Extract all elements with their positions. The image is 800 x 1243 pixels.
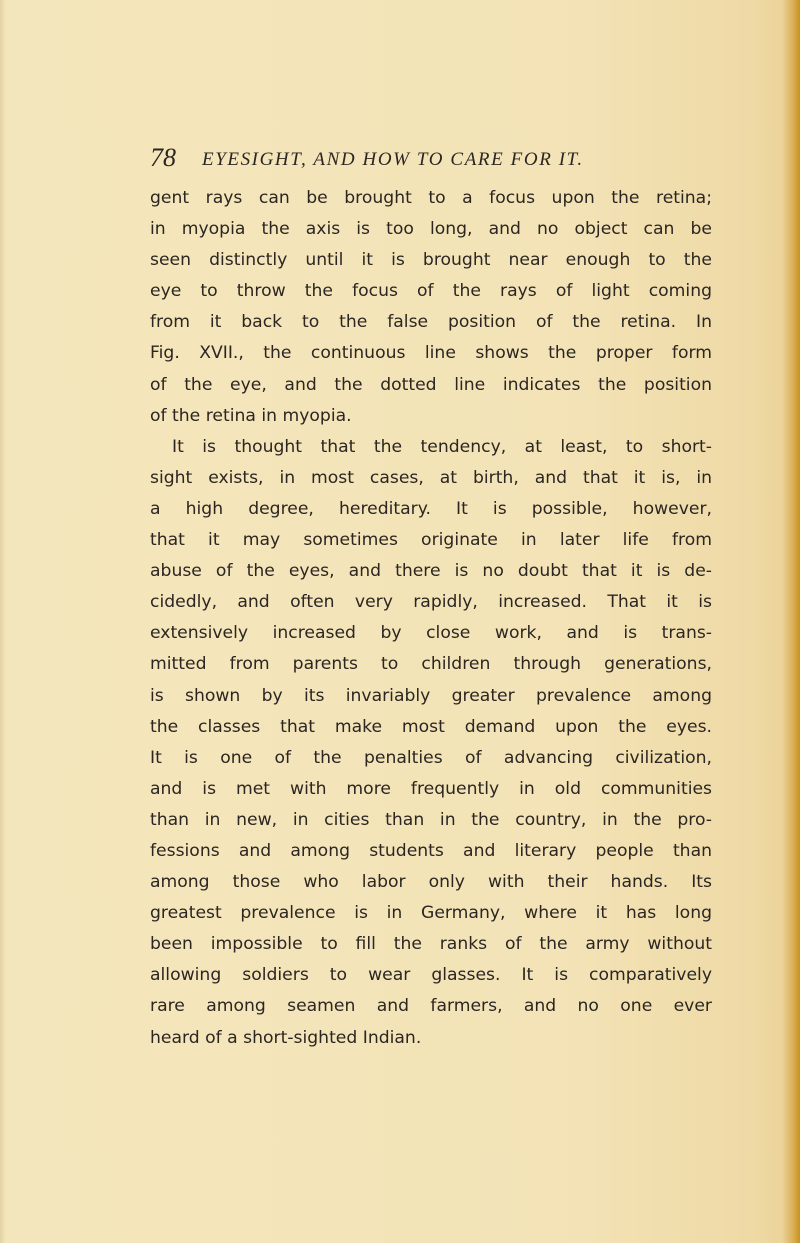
text-line: greatest prevalence is in Germany, where it has long <box>150 903 712 924</box>
text-line: the classes that make most demand upon the eyes. <box>150 716 712 737</box>
running-title: EYESIGHT, AND HOW TO CARE FOR IT. <box>202 149 584 170</box>
text-line: of the retina in myopia. <box>150 405 352 426</box>
text-line: abuse of the eyes, and there is no doubt that it is de- <box>150 561 712 582</box>
text-line: It is one of the penalties of advancing civilization, <box>150 747 712 768</box>
text-line: is shown by its invariably greater prevalence among <box>150 685 712 706</box>
text-line: allowing soldiers to wear glasses. It is comparatively <box>150 965 712 986</box>
text-line: in myopia the axis is too long, and no object can be <box>150 219 712 240</box>
text-line: rare among seamen and farmers, and no one ever <box>150 996 712 1017</box>
text-line: from it back to the false position of the retina. In <box>150 312 712 333</box>
text-line: than in new, in cities than in the country, in the pro- <box>150 809 712 830</box>
running-head <box>150 143 710 177</box>
text-line: seen distinctly until it is brought near enough to the <box>150 250 712 271</box>
text-line: fessions and among students and literary people than <box>150 840 712 861</box>
text-line: mitted from parents to children through generations, <box>150 654 712 675</box>
text-line: a high degree, hereditary. It is possible, however, <box>150 498 712 519</box>
body-text <box>150 183 712 1054</box>
text-line: heard of a short-sighted Indian. <box>150 1027 422 1048</box>
page-left-edge <box>0 0 6 1243</box>
page-gutter-edge <box>782 0 800 1243</box>
text-line: extensively increased by close work, and is trans- <box>150 623 712 644</box>
text-line: and is met with more frequently in old communities <box>150 778 712 799</box>
text-line: sight exists, in most cases, at birth, and that it is, in <box>150 467 712 488</box>
page-number: 78 <box>150 143 176 172</box>
text-line: gent rays can be brought to a focus upon the retina; <box>150 188 712 208</box>
text-line: Fig. XVII., the continuous line shows the proper form <box>150 343 712 364</box>
text-line: that it may sometimes originate in later life from <box>150 530 712 551</box>
text-line: of the eye, and the dotted line indicates the position <box>150 374 712 395</box>
paragraph-start-line: It is thought that the tendency, at least, to short- <box>172 436 712 457</box>
text-line: eye to throw the focus of the rays of light coming <box>150 281 712 302</box>
text-line: among those who labor only with their hands. Its <box>150 872 712 893</box>
text-line: cidedly, and often very rapidly, increased. That it is <box>150 592 712 613</box>
text-line: been impossible to fill the ranks of the army without <box>150 934 712 955</box>
